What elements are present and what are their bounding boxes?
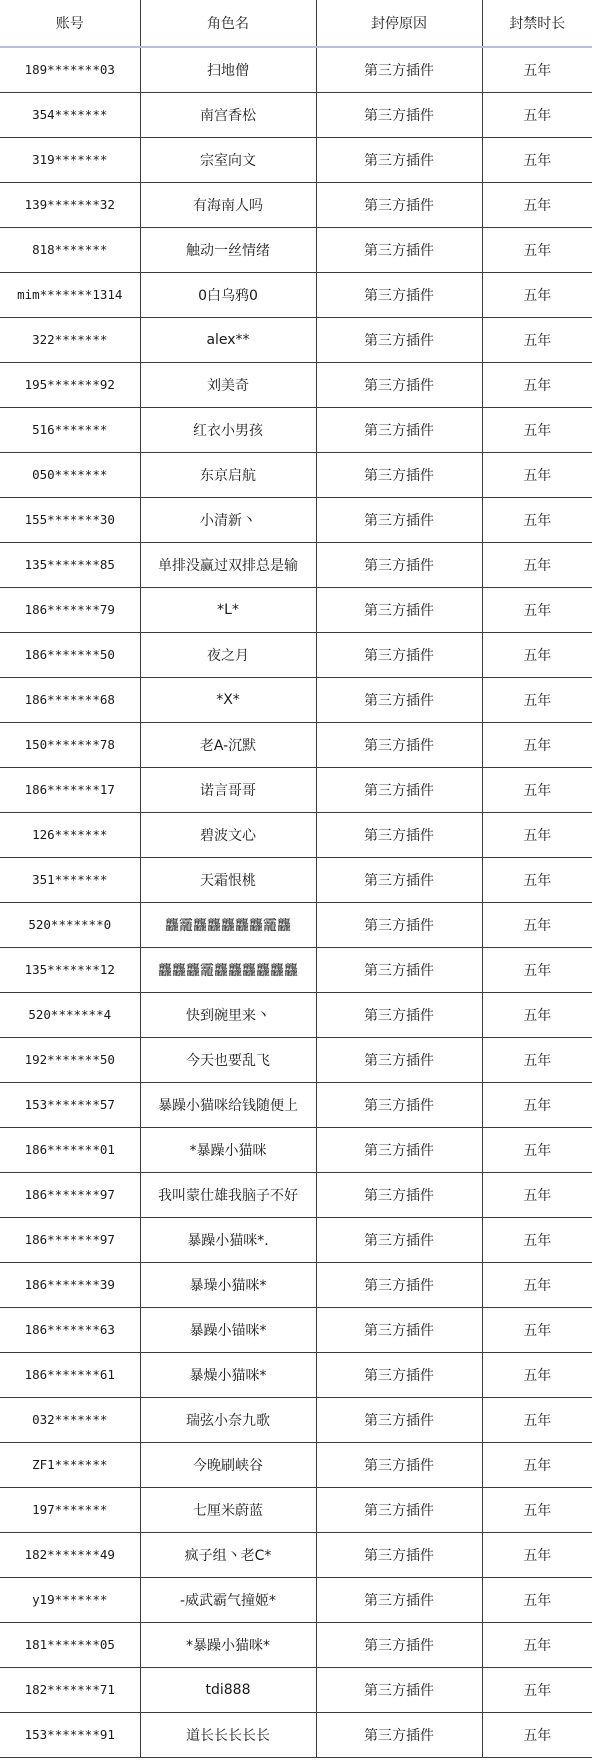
cell-role-name: 小清新丶 xyxy=(140,497,316,542)
table-row xyxy=(0,1037,592,1082)
table-row xyxy=(0,92,592,137)
cell-role-name: 夜之月 xyxy=(140,632,316,677)
cell-account: 520*******4 xyxy=(0,992,140,1037)
cell-ban-reason: 第三方插件 xyxy=(316,992,482,1037)
cell-role-name: 道长长长长长 xyxy=(140,1712,316,1757)
cell-ban-reason: 第三方插件 xyxy=(316,407,482,452)
cell-account: 126******* xyxy=(0,812,140,857)
cell-role-name: *X* xyxy=(140,677,316,722)
table-header-row xyxy=(0,0,592,47)
table-row xyxy=(0,722,592,767)
cell-ban-duration: 五年 xyxy=(482,1127,592,1172)
cell-account: ZF1******* xyxy=(0,1442,140,1487)
cell-ban-duration: 五年 xyxy=(482,587,592,632)
cell-account: 182*******49 xyxy=(0,1532,140,1577)
cell-ban-reason: 第三方插件 xyxy=(316,1622,482,1667)
cell-account: 322******* xyxy=(0,317,140,362)
cell-role-name: tdi888 xyxy=(140,1667,316,1712)
table-row xyxy=(0,587,592,632)
cell-account: 186*******61 xyxy=(0,1352,140,1397)
cell-ban-reason: 第三方插件 xyxy=(316,1172,482,1217)
cell-account: 351******* xyxy=(0,857,140,902)
table-row xyxy=(0,812,592,857)
cell-account: 354******* xyxy=(0,92,140,137)
cell-role-name: -威武霸气撞姬* xyxy=(140,1577,316,1622)
cell-ban-reason: 第三方插件 xyxy=(316,1352,482,1397)
cell-ban-reason: 第三方插件 xyxy=(316,1577,482,1622)
table-row xyxy=(0,452,592,497)
cell-role-name: 疯子组丶老C* xyxy=(140,1532,316,1577)
table-row xyxy=(0,857,592,902)
cell-ban-duration: 五年 xyxy=(482,1082,592,1127)
table-row xyxy=(0,1622,592,1667)
cell-role-name: 刘美奇 xyxy=(140,362,316,407)
cell-account: 186*******97 xyxy=(0,1217,140,1262)
cell-ban-duration: 五年 xyxy=(482,1217,592,1262)
cell-account: 135*******12 xyxy=(0,947,140,992)
table-row xyxy=(0,227,592,272)
cell-ban-duration: 五年 xyxy=(482,317,592,362)
cell-role-name: *L* xyxy=(140,587,316,632)
cell-account: 189*******03 xyxy=(0,47,140,92)
cell-ban-duration: 五年 xyxy=(482,722,592,767)
cell-role-name: 红衣小男孩 xyxy=(140,407,316,452)
cell-account: 153*******91 xyxy=(0,1712,140,1757)
cell-account: 032******* xyxy=(0,1397,140,1442)
cell-ban-duration: 五年 xyxy=(482,1667,592,1712)
cell-account: 155*******30 xyxy=(0,497,140,542)
cell-role-name: 七厘米蔚蓝 xyxy=(140,1487,316,1532)
cell-role-name: 我叫蒙仕雄我脑子不好 xyxy=(140,1172,316,1217)
cell-ban-reason: 第三方插件 xyxy=(316,1262,482,1307)
table-row xyxy=(0,1262,592,1307)
table-row xyxy=(0,1127,592,1172)
table-row xyxy=(0,1217,592,1262)
table-row xyxy=(0,182,592,227)
cell-account: 197******* xyxy=(0,1487,140,1532)
table-row xyxy=(0,1307,592,1352)
cell-ban-reason: 第三方插件 xyxy=(316,677,482,722)
cell-account: 135*******85 xyxy=(0,542,140,587)
cell-ban-duration: 五年 xyxy=(482,1487,592,1532)
cell-account: 186*******01 xyxy=(0,1127,140,1172)
table-row xyxy=(0,272,592,317)
table-row xyxy=(0,1577,592,1622)
cell-ban-reason: 第三方插件 xyxy=(316,1037,482,1082)
cell-account: 153*******57 xyxy=(0,1082,140,1127)
table-row xyxy=(0,1082,592,1127)
cell-role-name: 0白乌鸦0 xyxy=(140,272,316,317)
cell-ban-duration: 五年 xyxy=(482,1037,592,1082)
table-row xyxy=(0,317,592,362)
cell-ban-duration: 五年 xyxy=(482,767,592,812)
cell-ban-reason: 第三方插件 xyxy=(316,632,482,677)
cell-role-name: 扫地僧 xyxy=(140,47,316,92)
table-row xyxy=(0,992,592,1037)
table-row xyxy=(0,632,592,677)
cell-ban-duration: 五年 xyxy=(482,1262,592,1307)
cell-ban-reason: 第三方插件 xyxy=(316,92,482,137)
cell-ban-duration: 五年 xyxy=(482,1442,592,1487)
cell-ban-duration: 五年 xyxy=(482,182,592,227)
cell-ban-reason: 第三方插件 xyxy=(316,1667,482,1712)
cell-role-name: 天霜恨桃 xyxy=(140,857,316,902)
cell-ban-reason: 第三方插件 xyxy=(316,1307,482,1352)
cell-ban-duration: 五年 xyxy=(482,452,592,497)
cell-ban-reason: 第三方插件 xyxy=(316,137,482,182)
cell-role-name: 宗室向文 xyxy=(140,137,316,182)
table-row xyxy=(0,1397,592,1442)
cell-role-name: 龘龘龘龗龘龘龘龘龘龘 xyxy=(140,947,316,992)
cell-ban-duration: 五年 xyxy=(482,1307,592,1352)
cell-ban-duration: 五年 xyxy=(482,407,592,452)
cell-ban-duration: 五年 xyxy=(482,812,592,857)
cell-ban-duration: 五年 xyxy=(482,857,592,902)
cell-ban-duration: 五年 xyxy=(482,632,592,677)
cell-ban-reason: 第三方插件 xyxy=(316,362,482,407)
cell-ban-reason: 第三方插件 xyxy=(316,497,482,542)
header-account: 账号 xyxy=(0,0,140,47)
cell-ban-reason: 第三方插件 xyxy=(316,587,482,632)
cell-ban-duration: 五年 xyxy=(482,272,592,317)
cell-ban-reason: 第三方插件 xyxy=(316,857,482,902)
cell-ban-duration: 五年 xyxy=(482,92,592,137)
cell-ban-reason: 第三方插件 xyxy=(316,1487,482,1532)
cell-ban-duration: 五年 xyxy=(482,677,592,722)
cell-ban-reason: 第三方插件 xyxy=(316,722,482,767)
cell-account: 186*******97 xyxy=(0,1172,140,1217)
cell-ban-duration: 五年 xyxy=(482,227,592,272)
table-row xyxy=(0,902,592,947)
table-row xyxy=(0,362,592,407)
cell-ban-reason: 第三方插件 xyxy=(316,1127,482,1172)
cell-role-name: 今晚刷峡谷 xyxy=(140,1442,316,1487)
cell-ban-reason: 第三方插件 xyxy=(316,812,482,857)
cell-role-name: 暴璪小猫咪* xyxy=(140,1262,316,1307)
cell-ban-duration: 五年 xyxy=(482,1622,592,1667)
table-row xyxy=(0,407,592,452)
cell-role-name: 龘龗龘龘龘龘龘龗龘 xyxy=(140,902,316,947)
cell-account: 195*******92 xyxy=(0,362,140,407)
cell-account: 319******* xyxy=(0,137,140,182)
table-row xyxy=(0,677,592,722)
cell-ban-duration: 五年 xyxy=(482,1532,592,1577)
table-row xyxy=(0,1667,592,1712)
cell-ban-duration: 五年 xyxy=(482,497,592,542)
cell-ban-duration: 五年 xyxy=(482,362,592,407)
cell-account: 150*******78 xyxy=(0,722,140,767)
cell-ban-reason: 第三方插件 xyxy=(316,1217,482,1262)
cell-ban-reason: 第三方插件 xyxy=(316,1532,482,1577)
cell-account: 516******* xyxy=(0,407,140,452)
table-row xyxy=(0,1442,592,1487)
cell-role-name: 暴燥小猫咪* xyxy=(140,1352,316,1397)
cell-ban-duration: 五年 xyxy=(482,902,592,947)
table-row xyxy=(0,497,592,542)
cell-role-name: 单排没赢过双排总是输 xyxy=(140,542,316,587)
table-row xyxy=(0,542,592,587)
cell-role-name: 有海南人吗 xyxy=(140,182,316,227)
table-row xyxy=(0,1712,592,1757)
cell-account: mim*******1314 xyxy=(0,272,140,317)
cell-ban-reason: 第三方插件 xyxy=(316,182,482,227)
cell-role-name: 暴躁小猫咪给钱随便上 xyxy=(140,1082,316,1127)
cell-account: 182*******71 xyxy=(0,1667,140,1712)
cell-ban-reason: 第三方插件 xyxy=(316,317,482,362)
cell-role-name: 碧波文心 xyxy=(140,812,316,857)
table-row xyxy=(0,1172,592,1217)
table-row xyxy=(0,137,592,182)
table-body xyxy=(0,47,592,1757)
cell-ban-reason: 第三方插件 xyxy=(316,902,482,947)
cell-role-name: *暴躁小猫咪 xyxy=(140,1127,316,1172)
cell-role-name: alex** xyxy=(140,317,316,362)
cell-account: 192*******50 xyxy=(0,1037,140,1082)
header-role-name: 角色名 xyxy=(140,0,316,47)
cell-ban-duration: 五年 xyxy=(482,1172,592,1217)
cell-account: 186*******63 xyxy=(0,1307,140,1352)
cell-account: y19******* xyxy=(0,1577,140,1622)
cell-role-name: 东京启航 xyxy=(140,452,316,497)
cell-account: 186*******68 xyxy=(0,677,140,722)
table-row xyxy=(0,1352,592,1397)
cell-role-name: 南宫香松 xyxy=(140,92,316,137)
table-row xyxy=(0,947,592,992)
cell-role-name: 触动一丝情绪 xyxy=(140,227,316,272)
cell-account: 186*******79 xyxy=(0,587,140,632)
cell-ban-reason: 第三方插件 xyxy=(316,767,482,812)
cell-role-name: 快到碗里来丶 xyxy=(140,992,316,1037)
cell-ban-reason: 第三方插件 xyxy=(316,452,482,497)
cell-ban-duration: 五年 xyxy=(482,1577,592,1622)
cell-role-name: 今天也要乱飞 xyxy=(140,1037,316,1082)
cell-ban-duration: 五年 xyxy=(482,947,592,992)
cell-account: 186*******39 xyxy=(0,1262,140,1307)
cell-ban-reason: 第三方插件 xyxy=(316,1442,482,1487)
cell-ban-reason: 第三方插件 xyxy=(316,1082,482,1127)
cell-ban-duration: 五年 xyxy=(482,47,592,92)
cell-ban-reason: 第三方插件 xyxy=(316,947,482,992)
cell-ban-duration: 五年 xyxy=(482,1397,592,1442)
cell-account: 139*******32 xyxy=(0,182,140,227)
cell-account: 818******* xyxy=(0,227,140,272)
cell-account: 050******* xyxy=(0,452,140,497)
cell-ban-duration: 五年 xyxy=(482,1712,592,1757)
cell-account: 520*******0 xyxy=(0,902,140,947)
header-ban-duration: 封禁时长 xyxy=(482,0,592,47)
cell-role-name: 老A-沉默 xyxy=(140,722,316,767)
cell-ban-reason: 第三方插件 xyxy=(316,272,482,317)
header-ban-reason: 封停原因 xyxy=(316,0,482,47)
cell-role-name: 暴躁小锚咪* xyxy=(140,1307,316,1352)
cell-ban-reason: 第三方插件 xyxy=(316,227,482,272)
cell-role-name: *暴躁小猫咪* xyxy=(140,1622,316,1667)
cell-ban-reason: 第三方插件 xyxy=(316,1712,482,1757)
cell-role-name: 瑞弦小奈九歌 xyxy=(140,1397,316,1442)
table-row xyxy=(0,767,592,812)
cell-ban-duration: 五年 xyxy=(482,992,592,1037)
cell-account: 186*******50 xyxy=(0,632,140,677)
cell-account: 181*******05 xyxy=(0,1622,140,1667)
cell-ban-duration: 五年 xyxy=(482,542,592,587)
cell-ban-duration: 五年 xyxy=(482,137,592,182)
table-row xyxy=(0,47,592,92)
cell-account: 186*******17 xyxy=(0,767,140,812)
cell-ban-reason: 第三方插件 xyxy=(316,542,482,587)
cell-ban-reason: 第三方插件 xyxy=(316,1397,482,1442)
cell-ban-reason: 第三方插件 xyxy=(316,47,482,92)
cell-role-name: 暴躁小猫咪*. xyxy=(140,1217,316,1262)
cell-ban-duration: 五年 xyxy=(482,1352,592,1397)
table-row xyxy=(0,1532,592,1577)
table-row xyxy=(0,1487,592,1532)
cell-role-name: 诺言哥哥 xyxy=(140,767,316,812)
